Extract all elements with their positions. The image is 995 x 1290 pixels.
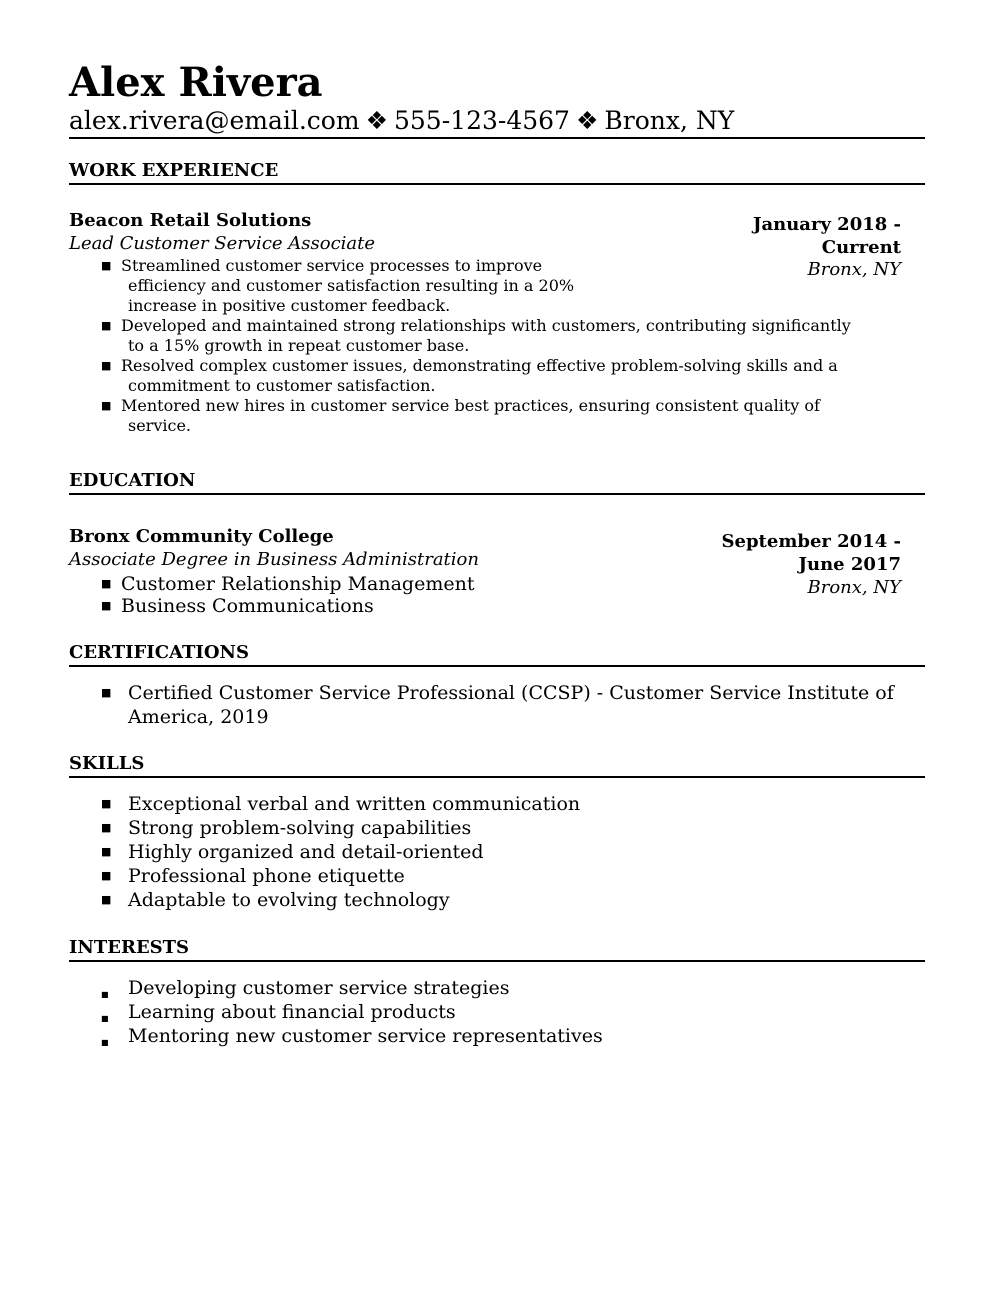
work-date-start: January 2018 - — [752, 214, 901, 235]
bullet-text: America, 2019 — [128, 706, 269, 728]
location-text: Bronx, NY — [604, 106, 735, 135]
bullet-square-icon: ■ — [101, 990, 109, 999]
education-degree: Associate Degree in Business Administration — [69, 549, 479, 570]
bullet-text: Mentoring new customer service representatives — [128, 1025, 603, 1047]
bullet-text: Developed and maintained strong relationships with customers, contributing significantly — [121, 316, 851, 335]
bullet-text: Certified Customer Service Professional (CCSP) - Customer Service Institute of — [128, 682, 894, 704]
bullet-text: efficiency and customer satisfaction resulting in a 20% — [128, 276, 575, 295]
bullet-square-icon: ■ — [101, 797, 112, 810]
list-item — [101, 396, 921, 436]
bullet-square-icon: ■ — [101, 845, 112, 858]
list-item — [101, 256, 921, 316]
bullet-text: Highly organized and detail-oriented — [128, 841, 484, 863]
section-heading-interests: INTERESTS — [69, 936, 925, 962]
list-item — [101, 864, 928, 888]
interests-list — [101, 976, 928, 1048]
list-item — [101, 356, 921, 396]
email-text: alex.rivera@email.com — [69, 106, 360, 135]
bullet-text: Developing customer service strategies — [128, 977, 510, 999]
list-item — [101, 595, 474, 617]
bullet-text: Strong problem-solving capabilities — [128, 817, 472, 839]
list-item — [101, 1024, 928, 1048]
bullet-text: service. — [128, 416, 191, 435]
education-date-end: June 2017 — [798, 554, 901, 575]
bullet-text: Streamlined customer service processes to improve — [121, 256, 543, 275]
bullet-text: Exceptional verbal and written communication — [128, 793, 581, 815]
list-item — [101, 1000, 928, 1024]
list-item — [101, 792, 928, 816]
work-role: Lead Customer Service Associate — [69, 233, 376, 254]
work-dates — [753, 213, 901, 259]
work-location: Bronx, NY — [807, 259, 901, 280]
candidate-name: Alex Rivera — [69, 59, 323, 106]
list-item — [101, 840, 928, 864]
bullet-text: Business Communications — [121, 595, 374, 617]
list-item — [101, 681, 928, 729]
education-dates — [722, 530, 901, 576]
bullet-square-icon: ■ — [101, 319, 112, 332]
list-item — [101, 316, 921, 356]
bullet-square-icon: ■ — [101, 359, 112, 372]
bullet-square-icon: ■ — [101, 599, 112, 612]
certifications-list — [101, 681, 928, 729]
bullet-square-icon: ■ — [101, 577, 112, 590]
work-date-end: Current — [821, 237, 901, 258]
list-item — [101, 976, 928, 1000]
bullet-square-icon: ■ — [101, 259, 112, 272]
bullet-square-icon: ■ — [101, 686, 112, 699]
separator-diamond-icon: ❖ — [365, 106, 388, 135]
separator-diamond-icon: ❖ — [575, 106, 599, 135]
header-divider — [69, 137, 925, 139]
bullet-text: Customer Relationship Management — [121, 573, 475, 595]
list-item — [101, 888, 928, 912]
work-bullet-list — [101, 256, 921, 436]
bullet-text: Professional phone etiquette — [128, 865, 405, 887]
section-heading-certifications: CERTIFICATIONS — [69, 641, 925, 667]
bullet-text: commitment to customer satisfaction. — [128, 376, 436, 395]
bullet-square-icon: ■ — [101, 1014, 109, 1023]
bullet-square-icon: ■ — [101, 1038, 109, 1047]
work-organization: Beacon Retail Solutions — [69, 210, 312, 231]
bullet-text: Adaptable to evolving technology — [128, 889, 450, 911]
education-bullet-list — [101, 573, 475, 617]
section-heading-skills: SKILLS — [69, 752, 925, 778]
bullet-text: Learning about financial products — [128, 1001, 456, 1023]
bullet-square-icon: ■ — [101, 869, 112, 882]
bullet-square-icon: ■ — [101, 821, 112, 834]
section-heading-work: WORK EXPERIENCE — [69, 159, 925, 185]
education-institution: Bronx Community College — [69, 526, 334, 547]
list-item — [101, 816, 928, 840]
bullet-text: Resolved complex customer issues, demonstrating effective problem-solving skills and a — [121, 356, 838, 375]
bullet-square-icon: ■ — [101, 399, 112, 412]
bullet-text: to a 15% growth in repeat customer base. — [128, 336, 470, 355]
education-date-start: September 2014 - — [721, 531, 901, 552]
bullet-text: Mentored new hires in customer service best practices, ensuring consistent quality of — [121, 396, 820, 415]
section-heading-education: EDUCATION — [69, 469, 925, 495]
bullet-square-icon: ■ — [101, 893, 112, 906]
bullet-text: increase in positive customer feedback. — [128, 296, 451, 315]
skills-list — [101, 792, 928, 912]
education-location: Bronx, NY — [807, 577, 901, 598]
contact-line — [69, 105, 734, 137]
phone-text: 555-123-4567 — [394, 106, 570, 135]
list-item — [101, 573, 475, 595]
